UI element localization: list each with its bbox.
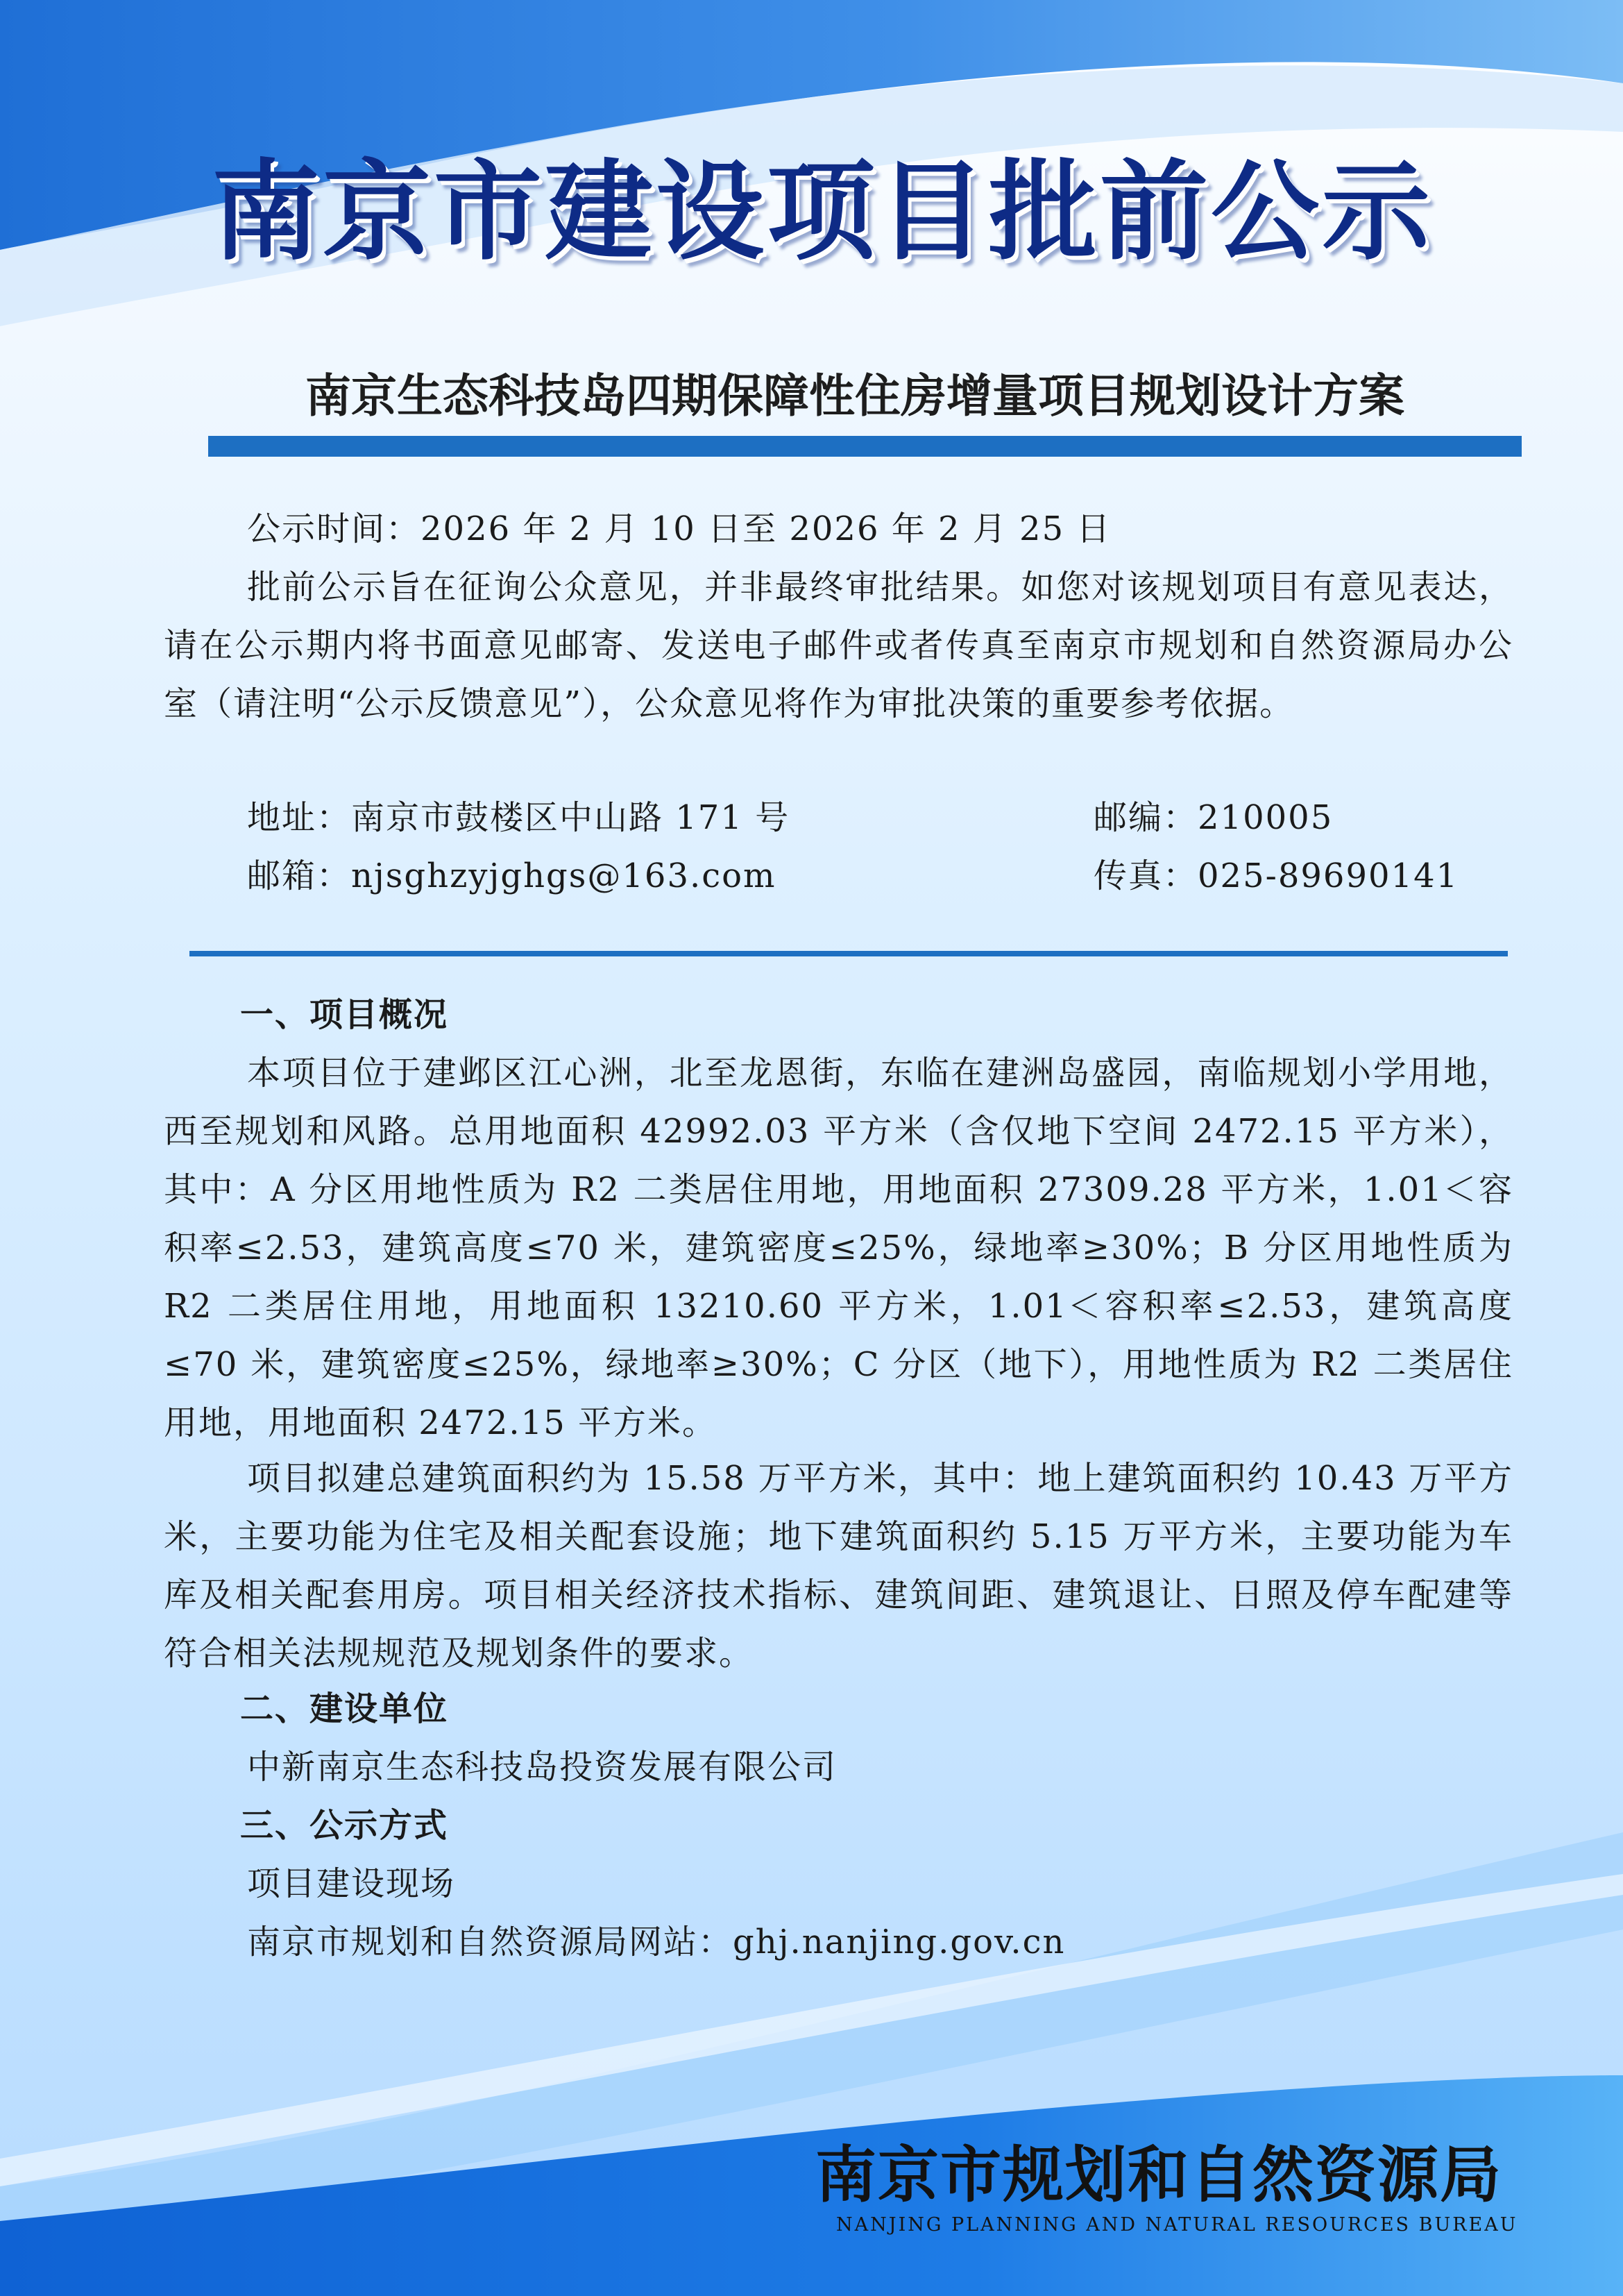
footer-org-name-en: NANJING PLANNING AND NATURAL RESOURCES BUREAU: [836, 2214, 1518, 2236]
contact-fax: 传真：025-89690141: [1094, 856, 1459, 895]
contact-postcode: 邮编：210005: [1094, 798, 1334, 837]
project-title: 南京生态科技岛四期保障性住房增量项目规划设计方案: [305, 369, 1404, 423]
section-heading-method: 三、公示方式: [240, 1806, 449, 1845]
main-title: 南京市建设项目批前公示: [212, 149, 1433, 275]
footer-org-name: 南京市规划和自然资源局: [815, 2138, 1503, 2211]
notice-block: [164, 500, 1513, 930]
section-divider: [189, 951, 1508, 956]
section-heading-overview: 一、项目概况: [240, 995, 449, 1034]
title-underline-bar: [208, 436, 1522, 457]
overview-paragraph-2: 项目拟建总建筑面积约为 15.58 万平方米，其中：地上建筑面积约 10.43 万平方米，主要功能为住宅及相关配套设施；地下建筑面积约 5.15 万平方米，主要功能为车库及相关配套用房。项目相关经济技术指标、建筑间距、建筑退让、日照及停车配建等符合相关法规规范及规划条件的要求。: [164, 1459, 1513, 1673]
method-item-website: 南京市规划和自然资源局网站：ghj.nanjing.gov.cn: [247, 1923, 1066, 1961]
builder-name: 中新南京生态科技岛投资发展有限公司: [247, 1748, 838, 1787]
method-item-site: 项目建设现场: [247, 1864, 456, 1903]
section-heading-builder: 二、建设单位: [240, 1689, 449, 1728]
contact-email: 邮箱：njsghzyjghgs@163.com: [247, 856, 776, 895]
notice-period: 公示时间：2026 年 2 月 10 日至 2026 年 2 月 25 日: [247, 509, 1112, 548]
notice-intro: 批前公示旨在征询公众意见，并非最终审批结果。如您对该规划项目有意见表达，请在公示期内将书面意见邮寄、发送电子邮件或者传真至南京市规划和自然资源局办公室（请注明“公示反馈意见”），公众意见将作为审批决策的重要参考依据。: [164, 568, 1513, 723]
contact-address: 地址：南京市鼓楼区中山路 171 号: [247, 798, 790, 837]
overview-paragraph-1: 本项目位于建邺区江心洲，北至龙恩街，东临在建洲岛盛园，南临规划小学用地，西至规划和风路。总用地面积 42992.03 平方米（含仅地下空间 2472.15 平方米），其中：A 分区用地性质为 R2 二类居住用地，用地面积 27309.28 平方米，1.01＜容积率≤2.53，建筑高度≤70 米，建筑密度≤25%，绿地率≥30%；B 分区用地性质为 R2 二类居住用地，用地面积 13210.60 平方米，1.01＜容积率≤2.53，建筑高度≤70 米，建筑密度≤25%，绿地率≥30%；C 分区（地下），用地性质为 R2 二类居住用地，用地面积 2472.15 平方米。: [164, 1054, 1513, 1442]
sections-block: [164, 986, 1513, 1985]
